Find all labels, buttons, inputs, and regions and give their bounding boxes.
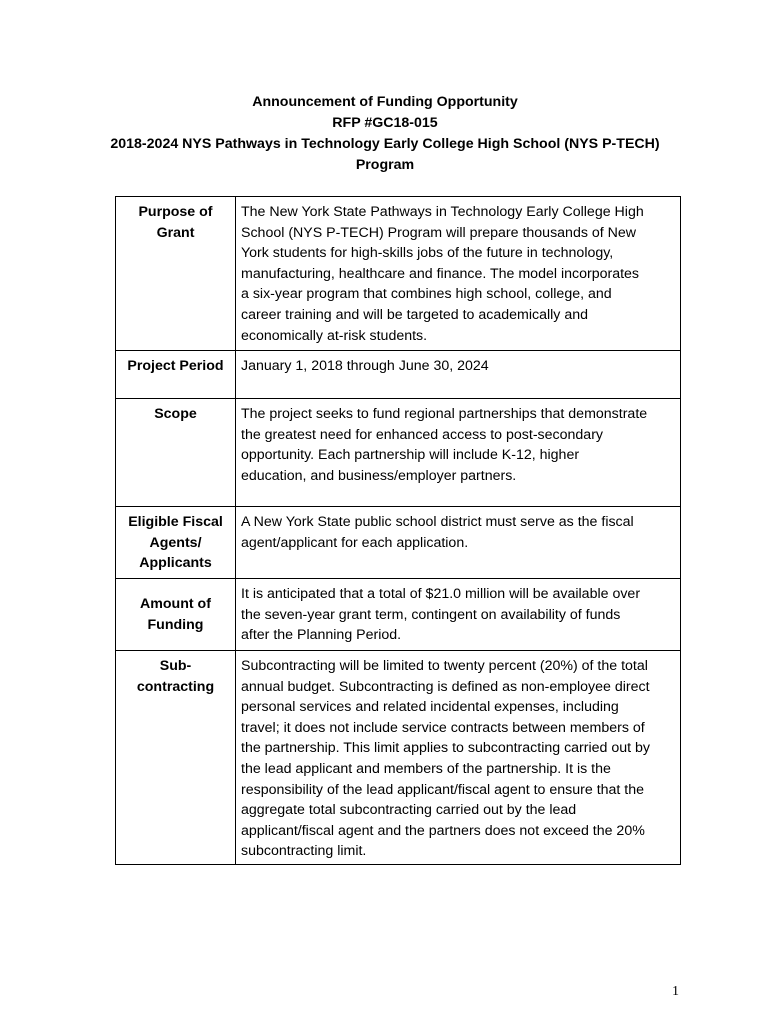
value-line: the partnership. This limit applies to subcontracting carried out by bbox=[241, 740, 651, 757]
label-subcontracting bbox=[116, 651, 236, 865]
value-purpose-of-grant bbox=[236, 197, 681, 351]
value-line: The New York State Pathways in Technology Early College High bbox=[241, 204, 644, 220]
label-line: Eligible Fiscal bbox=[128, 514, 223, 530]
value-subcontracting bbox=[236, 651, 681, 865]
value-line: personal services and related incidental expenses, including bbox=[241, 699, 619, 716]
value-line: York students for high-skills jobs of the future in technology, bbox=[241, 245, 614, 262]
value-line: aggregate total subcontracting carried out by the lead bbox=[241, 802, 577, 819]
value-line: Subcontracting will be limited to twenty percent (20%) of the total bbox=[241, 658, 648, 674]
label-line: Grant bbox=[156, 224, 195, 241]
row-amount-of-funding bbox=[116, 579, 681, 651]
row-project-period bbox=[116, 351, 681, 399]
page-number: 1 bbox=[672, 984, 679, 999]
value-line: responsibility of the lead applicant/fiscal agent to ensure that the bbox=[241, 781, 645, 798]
label-line: Project Period bbox=[127, 358, 224, 374]
value-amount-of-funding bbox=[236, 579, 681, 651]
row-purpose-of-grant bbox=[116, 197, 681, 351]
value-line: A New York State public school district must serve as the fiscal bbox=[241, 514, 634, 530]
value-line: after the Planning Period. bbox=[241, 627, 402, 644]
label-line: Applicants bbox=[139, 555, 212, 572]
value-scope bbox=[236, 399, 681, 507]
label-line: Sub- bbox=[159, 658, 192, 674]
value-line: education, and business/employer partners. bbox=[241, 467, 517, 484]
funding-summary-table bbox=[115, 196, 681, 865]
label-line: Funding bbox=[147, 616, 204, 633]
label-line: Amount of bbox=[140, 595, 211, 612]
value-line: agent/applicant for each application. bbox=[241, 534, 469, 551]
value-project-period bbox=[236, 351, 681, 399]
value-line: career training and will be targeted to academically and bbox=[241, 306, 589, 323]
label-eligible-fiscal-agents bbox=[116, 507, 236, 579]
value-line: the lead applicant and members of the partnership. It is the bbox=[241, 760, 611, 777]
program-title-continued: Program bbox=[355, 157, 415, 173]
label-line: contracting bbox=[136, 678, 215, 695]
value-line: manufacturing, healthcare and finance. The model incorporates bbox=[241, 265, 640, 282]
label-line: Purpose of bbox=[138, 204, 213, 220]
rfp-number: RFP #GC18-015 bbox=[332, 115, 438, 131]
label-purpose-of-grant bbox=[116, 197, 236, 351]
value-line: applicant/fiscal agent and the partners does not exceed the 20% bbox=[241, 822, 645, 839]
value-line: a six-year program that combines high school, college, and bbox=[241, 286, 612, 303]
value-line: the seven-year grant term, contingent on availability of funds bbox=[241, 606, 621, 623]
row-eligible-fiscal-agents bbox=[116, 507, 681, 579]
value-line: annual budget. Subcontracting is defined as non-employee direct bbox=[241, 678, 650, 695]
value-line: economically at-risk students. bbox=[241, 327, 428, 344]
document-header bbox=[0, 92, 770, 176]
label-amount-of-funding bbox=[116, 579, 236, 651]
value-eligible-fiscal-agents bbox=[236, 507, 681, 579]
label-scope bbox=[116, 399, 236, 507]
label-project-period bbox=[116, 351, 236, 399]
announcement-title: Announcement of Funding Opportunity bbox=[252, 94, 518, 110]
program-title: 2018-2024 NYS Pathways in Technology Early College High School (NYS P-TECH) bbox=[110, 136, 660, 152]
row-scope bbox=[116, 399, 681, 507]
value-line: School (NYS P-TECH) Program will prepare thousands of New bbox=[241, 224, 637, 241]
value-line: subcontracting limit. bbox=[241, 843, 367, 860]
value-line: The project seeks to fund regional partnerships that demonstrate bbox=[241, 406, 648, 422]
value-line: the greatest need for enhanced access to post-secondary bbox=[241, 426, 604, 443]
value-line: travel; it does not include service contracts between members of bbox=[241, 719, 645, 736]
label-line: Scope bbox=[154, 406, 197, 422]
value-line: opportunity. Each partnership will include K-12, higher bbox=[241, 447, 580, 464]
label-line: Agents/ bbox=[149, 534, 202, 551]
row-subcontracting bbox=[116, 651, 681, 865]
value-line: It is anticipated that a total of $21.0 million will be available over bbox=[241, 586, 641, 602]
value-line: January 1, 2018 through June 30, 2024 bbox=[241, 358, 489, 374]
